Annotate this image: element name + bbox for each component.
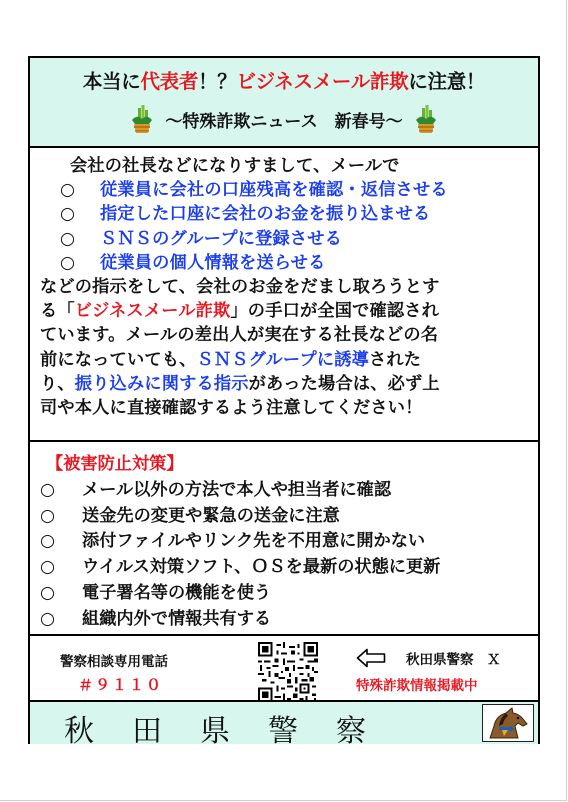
paragraph-line [40, 372, 532, 396]
measure-item [40, 478, 532, 504]
subtitle: ～特殊詐欺ニュース 新春号～ [165, 111, 403, 132]
paragraph-text: 前になっていても、 [40, 349, 197, 370]
paragraph-line [40, 299, 532, 323]
intro-section [40, 154, 532, 420]
paragraph-line: 司や本人に直接確認するよう注意してください！ [40, 398, 423, 419]
highlight-bec: ビジネスメール詐欺 [74, 301, 231, 322]
bullet-mark: ○ [60, 204, 76, 225]
measure-text: 添付ファイルやリンク先を不用意に開かない [82, 531, 426, 552]
measure-text: ウイルス対策ソフト、ＯＳを最新の状態に更新 [82, 557, 441, 578]
bullet-mark: ○ [40, 531, 55, 552]
measure-text: 組織内外で情報共有する [82, 608, 272, 629]
bullet-mark: ○ [40, 557, 55, 578]
qr-code-icon[interactable] [258, 642, 318, 702]
horse-icon [482, 704, 534, 742]
bullet-mark: ○ [60, 228, 76, 249]
measure-item [40, 555, 532, 581]
measure-text: 送金先の変更や緊急の送金に注意 [82, 505, 340, 526]
intro-bullet [40, 202, 532, 226]
paragraph-text: り、 [40, 373, 75, 394]
title-part-3: ！？ [198, 70, 237, 93]
x-account-label[interactable]: 秋田県警察 Ｘ [406, 652, 501, 668]
kadomatsu-icon [413, 104, 439, 134]
intro-bullet [40, 178, 532, 202]
title-part-1: 本当に [82, 70, 141, 93]
highlight-sns: ＳＮＳグループに誘導 [196, 349, 369, 370]
paragraph-text: があった場合は、必ず上 [248, 373, 440, 394]
contact-section [30, 636, 538, 698]
intro-bullet [40, 251, 532, 275]
bullet-mark: ○ [40, 505, 55, 526]
subtitle-row [30, 102, 538, 136]
title-part-2: 代表者 [140, 70, 199, 93]
intro-lead: 会社の社長などになりすまして、メールで [70, 156, 400, 176]
consult-label: 警察相談専用電話 [60, 654, 168, 670]
highlight-transfer: 振り込みに関する指示 [74, 373, 249, 394]
title-part-5: に注意！ [408, 70, 486, 93]
title-part-4: ビジネスメール詐欺 [236, 70, 409, 93]
measure-item [40, 581, 532, 607]
measures-section [40, 452, 532, 633]
intro-bullet [40, 227, 532, 251]
page-title [30, 66, 538, 94]
bullet-mark: ○ [60, 180, 76, 201]
header-banner [30, 58, 538, 148]
phone-number[interactable]: ＃９１１０ [78, 676, 164, 694]
measure-text: 電子署名等の機能を使う [82, 582, 272, 603]
paragraph-text: された [369, 349, 422, 370]
paragraph-text: 」の手口が全国で確認され [230, 301, 440, 322]
paragraph-line: などの指示をして、会社のお金をだまし取ろうとす [40, 277, 440, 298]
measure-item [40, 504, 532, 530]
fraud-info-label: 特殊詐欺情報掲載中 [356, 678, 478, 694]
paragraph-text: る「 [40, 301, 75, 322]
bullet-mark: ○ [40, 582, 55, 603]
intro-bullet-text: 指定した口座に会社のお金を振り込ませる [100, 204, 431, 225]
police-name: 秋田県警察 [64, 714, 404, 749]
intro-bullet-text: 従業員に会社の口座残高を確認・返信させる [100, 180, 448, 201]
left-arrow-icon [356, 648, 386, 668]
section-divider [30, 440, 538, 442]
police-banner [30, 700, 538, 749]
measure-item [40, 529, 532, 555]
measure-item [40, 607, 532, 633]
flyer-frame [28, 56, 540, 749]
bullet-mark: ○ [40, 479, 55, 500]
paragraph-line [40, 348, 532, 372]
intro-bullet-text: ＳＮＳのグループに登録させる [100, 228, 343, 249]
bullet-mark: ○ [40, 608, 55, 629]
paragraph-line: ています。メールの差出人が実在する社長などの名 [40, 325, 439, 346]
bullet-mark: ○ [60, 252, 76, 273]
measures-title: 【被害防止対策】 [46, 454, 184, 474]
kadomatsu-icon [129, 104, 155, 134]
measure-text: メール以外の方法で本人や担当者に確認 [82, 479, 392, 500]
intro-bullet-text: 従業員の個人情報を送らせる [100, 252, 326, 273]
